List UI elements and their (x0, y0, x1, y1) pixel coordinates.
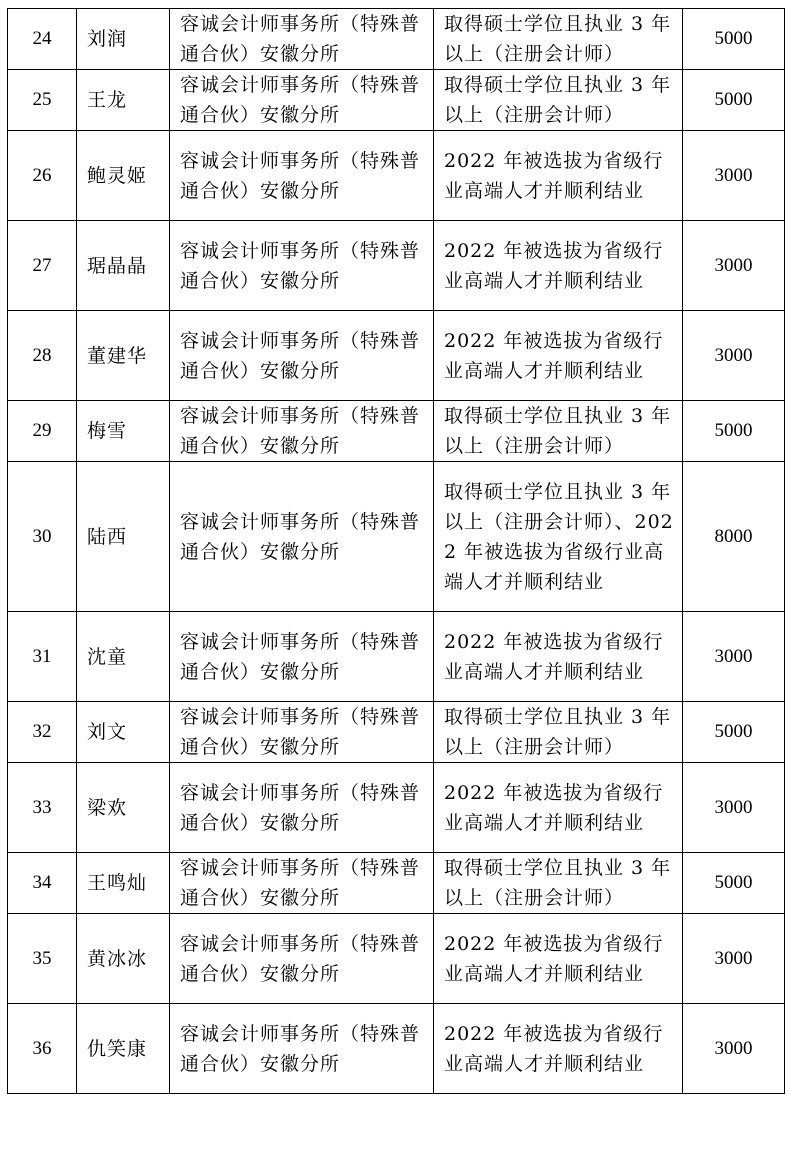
award-reason: 取得硕士学位且执业 3 年以上（注册会计师）、2022 年被选拔为省级行业高端人才并顺利结业 (444, 480, 674, 593)
table-row (8, 9, 785, 70)
row-number: 36 (32, 1037, 52, 1059)
award-reason: 取得硕士学位且执业 3 年以上（注册会计师） (444, 857, 672, 909)
name-cell (77, 462, 170, 612)
name-cell (77, 702, 170, 763)
amount-cell (683, 763, 785, 853)
firm-name: 容诚会计师事务所（特殊普通合伙）安徽分所 (180, 857, 421, 909)
person-name: 鲍灵姬 (87, 164, 148, 187)
award-amount: 5000 (714, 89, 753, 110)
table-row (8, 914, 785, 1004)
name-cell (77, 612, 170, 702)
person-name: 王龙 (87, 89, 128, 111)
reason-cell (434, 221, 683, 311)
reason-cell (434, 462, 683, 612)
name-cell (77, 1004, 170, 1094)
person-name: 刘润 (87, 28, 128, 50)
row-number-cell (8, 612, 77, 702)
table-row (8, 311, 785, 401)
row-number: 25 (32, 89, 52, 110)
firm-name: 容诚会计师事务所（特殊普通合伙）安徽分所 (180, 932, 421, 985)
firm-cell (170, 914, 434, 1004)
reason-cell (434, 612, 683, 702)
award-reason: 2022 年被选拔为省级行业高端人才并顺利结业 (444, 781, 664, 834)
award-amount: 3000 (714, 344, 753, 366)
person-name: 董建华 (87, 344, 148, 367)
firm-name: 容诚会计师事务所（特殊普通合伙）安徽分所 (180, 149, 421, 202)
award-reason: 2022 年被选拔为省级行业高端人才并顺利结业 (444, 149, 664, 202)
amount-cell (683, 70, 785, 131)
table-row (8, 853, 785, 914)
firm-name: 容诚会计师事务所（特殊普通合伙）安徽分所 (180, 706, 421, 758)
award-amount: 3000 (714, 645, 753, 667)
firm-name: 容诚会计师事务所（特殊普通合伙）安徽分所 (180, 781, 421, 834)
row-number: 35 (32, 947, 52, 969)
firm-name: 容诚会计师事务所（特殊普通合伙）安徽分所 (180, 239, 421, 292)
firm-name: 容诚会计师事务所（特殊普通合伙）安徽分所 (180, 510, 421, 563)
firm-cell (170, 311, 434, 401)
firm-name: 容诚会计师事务所（特殊普通合伙）安徽分所 (180, 13, 421, 65)
table-row (8, 612, 785, 702)
award-amount: 3000 (714, 254, 753, 276)
row-number-cell (8, 914, 77, 1004)
award-reason: 2022 年被选拔为省级行业高端人才并顺利结业 (444, 1022, 664, 1075)
firm-cell (170, 853, 434, 914)
award-reason: 2022 年被选拔为省级行业高端人才并顺利结业 (444, 329, 664, 382)
row-number-cell (8, 763, 77, 853)
row-number-cell (8, 401, 77, 462)
award-amount: 8000 (714, 525, 753, 547)
firm-cell (170, 70, 434, 131)
reason-cell (434, 70, 683, 131)
amount-cell (683, 221, 785, 311)
firm-name: 容诚会计师事务所（特殊普通合伙）安徽分所 (180, 405, 421, 457)
award-amount: 3000 (714, 164, 753, 186)
firm-name: 容诚会计师事务所（特殊普通合伙）安徽分所 (180, 74, 421, 126)
row-number-cell (8, 311, 77, 401)
person-name: 王鸣灿 (87, 872, 148, 894)
person-name: 仇笑康 (87, 1037, 148, 1060)
reason-cell (434, 9, 683, 70)
reason-cell (434, 401, 683, 462)
person-name: 梁欢 (87, 796, 128, 819)
award-reason: 2022 年被选拔为省级行业高端人才并顺利结业 (444, 630, 664, 683)
award-amount: 5000 (714, 28, 753, 49)
name-cell (77, 9, 170, 70)
award-amount: 5000 (714, 872, 753, 893)
table-row (8, 1004, 785, 1094)
row-number: 24 (32, 28, 52, 49)
name-cell (77, 401, 170, 462)
firm-name: 容诚会计师事务所（特殊普通合伙）安徽分所 (180, 329, 421, 382)
table-row (8, 462, 785, 612)
name-cell (77, 853, 170, 914)
person-name: 陆西 (87, 525, 128, 548)
firm-cell (170, 401, 434, 462)
amount-cell (683, 401, 785, 462)
firm-cell (170, 1004, 434, 1094)
award-amount: 5000 (714, 721, 753, 742)
firm-name: 容诚会计师事务所（特殊普通合伙）安徽分所 (180, 1022, 421, 1075)
amount-cell (683, 462, 785, 612)
row-number: 31 (32, 645, 52, 667)
firm-cell (170, 612, 434, 702)
row-number-cell (8, 702, 77, 763)
row-number: 30 (32, 525, 52, 547)
amount-cell (683, 702, 785, 763)
table-body (8, 9, 785, 1094)
row-number: 28 (32, 344, 52, 366)
row-number-cell (8, 221, 77, 311)
amount-cell (683, 9, 785, 70)
award-reason: 取得硕士学位且执业 3 年以上（注册会计师） (444, 706, 672, 758)
person-name: 琚晶晶 (87, 254, 148, 277)
name-cell (77, 763, 170, 853)
award-reason: 取得硕士学位且执业 3 年以上（注册会计师） (444, 405, 672, 457)
person-name: 沈童 (87, 645, 128, 668)
firm-cell (170, 763, 434, 853)
firm-name: 容诚会计师事务所（特殊普通合伙）安徽分所 (180, 630, 421, 683)
table-row (8, 70, 785, 131)
award-amount: 3000 (714, 1037, 753, 1059)
amount-cell (683, 311, 785, 401)
name-cell (77, 70, 170, 131)
table-row (8, 221, 785, 311)
table-row (8, 131, 785, 221)
name-cell (77, 311, 170, 401)
name-cell (77, 131, 170, 221)
award-amount: 5000 (714, 420, 753, 441)
row-number-cell (8, 70, 77, 131)
award-amount: 3000 (714, 947, 753, 969)
reason-cell (434, 702, 683, 763)
award-amount: 3000 (714, 796, 753, 818)
reason-cell (434, 914, 683, 1004)
amount-cell (683, 131, 785, 221)
table-row (8, 702, 785, 763)
table-row (8, 401, 785, 462)
firm-cell (170, 9, 434, 70)
row-number: 29 (32, 420, 52, 441)
amount-cell (683, 914, 785, 1004)
reason-cell (434, 763, 683, 853)
award-reason: 取得硕士学位且执业 3 年以上（注册会计师） (444, 13, 672, 65)
firm-cell (170, 702, 434, 763)
firm-cell (170, 131, 434, 221)
amount-cell (683, 853, 785, 914)
reason-cell (434, 131, 683, 221)
row-number: 33 (32, 796, 52, 818)
row-number-cell (8, 853, 77, 914)
reason-cell (434, 853, 683, 914)
award-reason: 2022 年被选拔为省级行业高端人才并顺利结业 (444, 239, 664, 292)
award-reason: 取得硕士学位且执业 3 年以上（注册会计师） (444, 74, 672, 126)
row-number: 32 (32, 721, 52, 742)
name-cell (77, 914, 170, 1004)
row-number: 27 (32, 254, 52, 276)
row-number-cell (8, 1004, 77, 1094)
table-row (8, 763, 785, 853)
person-name: 梅雪 (87, 420, 128, 442)
amount-cell (683, 1004, 785, 1094)
amount-cell (683, 612, 785, 702)
firm-cell (170, 462, 434, 612)
person-name: 黄冰冰 (87, 947, 148, 970)
name-cell (77, 221, 170, 311)
reason-cell (434, 311, 683, 401)
row-number: 34 (32, 872, 52, 893)
firm-cell (170, 221, 434, 311)
person-name: 刘文 (87, 721, 128, 743)
award-reason: 2022 年被选拔为省级行业高端人才并顺利结业 (444, 932, 664, 985)
award-list-table (7, 8, 785, 1094)
reason-cell (434, 1004, 683, 1094)
row-number: 26 (32, 164, 52, 186)
row-number-cell (8, 9, 77, 70)
row-number-cell (8, 462, 77, 612)
row-number-cell (8, 131, 77, 221)
